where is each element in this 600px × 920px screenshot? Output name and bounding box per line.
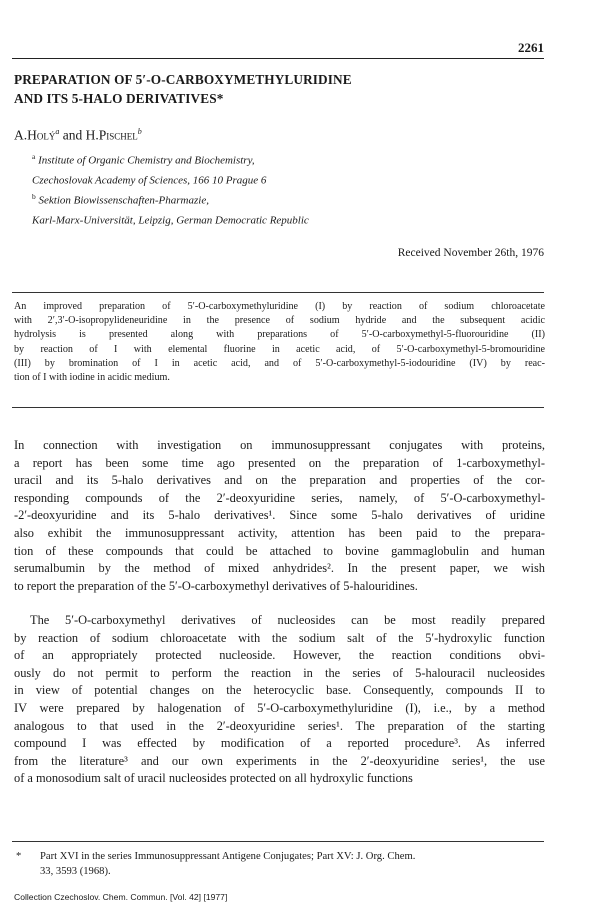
affiliation-text: Karl-Marx-Universität, Leipzig, German Democratic Republic bbox=[32, 215, 309, 228]
affiliation-mark: b bbox=[32, 192, 36, 202]
author-affil-mark: a bbox=[55, 127, 60, 136]
text-line: of a monosodium salt of uracil nucleosides protected on all hydroxylic functions bbox=[14, 771, 413, 786]
affiliation-line bbox=[32, 169, 552, 189]
footnote-text: Part XVI in the series Immunosuppressant Antigene Conjugates; Part XV: J. Org. Chem. bbox=[40, 851, 416, 862]
affiliation-text: Sektion Biowissenschaften-Pharmazie, bbox=[38, 194, 209, 207]
affiliation-mark: a bbox=[32, 152, 36, 161]
text-line: -2′-deoxyuridine and its 5-halo derivatives¹. Since some 5-halo derivatives of uridine bbox=[14, 508, 545, 523]
paragraph bbox=[14, 437, 545, 595]
text-line: (III) by bromination of I in acetic acid, and of 5′-O-carboxymethyl-5-iodouridine (IV) by reac- bbox=[14, 357, 545, 369]
footnote-marker: * bbox=[16, 851, 22, 862]
text-line: ously do not permit to perform the reaction in the series of 5-halouracil nucleosides bbox=[14, 665, 545, 680]
text-line: to report the preparation of the 5′-O-carboxymethyl derivatives of 5-halouridines. bbox=[14, 578, 418, 593]
journal-footer: Collection Czechoslov. Chem. Commun. [Vol. 42] [1977] bbox=[14, 892, 228, 902]
text-line: analogous to that used in the 2′-deoxyuridine series¹. The preparation of the starting bbox=[14, 718, 545, 733]
footnote-text: 33, 3593 (1968). bbox=[40, 866, 111, 877]
text-line: responding compounds of the 2′-deoxyuridine series, namely, of 5′-O-carboxymethyl- bbox=[14, 490, 545, 505]
text-line: with 2′,3′-O-isopropylideneuridine in the presence of sodium hydride and the subsequent acidic bbox=[14, 315, 545, 327]
affiliation-text: Institute of Organic Chemistry and Biochemistry, bbox=[38, 154, 255, 167]
text-line: tion of I with iodine in acidic medium. bbox=[14, 372, 170, 384]
authors-and: and bbox=[59, 127, 86, 143]
affiliation-line bbox=[32, 189, 552, 209]
text-line: also exhibit the immunosuppressant activity, attention has been paid to the prepara- bbox=[14, 525, 545, 540]
text-line: a report has been some time ago presented on the preparation of 1-carboxymethyl- bbox=[14, 455, 545, 470]
authors bbox=[14, 127, 142, 144]
article-title bbox=[14, 70, 534, 108]
affiliation-line bbox=[32, 209, 552, 229]
author-affil-mark: b bbox=[137, 127, 142, 136]
title-line: PREPARATION OF 5′-O-CARBOXYMETHYLURIDINE bbox=[14, 72, 352, 87]
affiliation-text: Czechoslovak Academy of Sciences, 166 10 Prague 6 bbox=[32, 174, 267, 187]
abstract-top-rule bbox=[12, 292, 544, 293]
received-date: Received November 26th, 1976 bbox=[397, 247, 544, 259]
footnote-rule bbox=[12, 841, 544, 842]
text-line: An improved preparation of 5′-O-carboxymethyluridine (I) by reaction of sodium chloroacetate bbox=[14, 301, 545, 312]
text-line: compound I was effected by modification of a reported procedure³. As inferred bbox=[14, 736, 545, 751]
abstract-bottom-rule bbox=[12, 407, 544, 408]
author-name: H.Pischel bbox=[85, 127, 138, 143]
page-number: 2261 bbox=[518, 40, 544, 55]
author-name: A.Holý bbox=[14, 127, 56, 143]
text-line: tion of these compounds that could be attached to bovine gammaglobulin and human bbox=[14, 543, 545, 558]
text-line: hydrolysis is presented along with preparations of 5′-O-carboxymethyl-5-fluorouridine (II) bbox=[14, 329, 545, 341]
affiliation-line bbox=[32, 149, 552, 169]
text-line: In connection with investigation on immunosuppressant conjugates with proteins, bbox=[14, 438, 545, 452]
text-line: The 5′-O-carboxymethyl derivatives of nucleosides can be most readily prepared bbox=[30, 613, 545, 627]
abstract bbox=[14, 300, 545, 385]
header-rule bbox=[12, 58, 544, 59]
text-line: by reaction of sodium chloroacetate with the sodium salt of the 5′-hydroxylic function bbox=[14, 630, 545, 645]
text-line: in view of potential changes on the heterocyclic base. Consequently, compounds II to bbox=[14, 683, 545, 698]
text-line: from the literature³ and our own experiments in the 2′-deoxyuridine series¹, the use bbox=[14, 753, 545, 768]
affiliations bbox=[32, 149, 552, 230]
text-line: IV were prepared by halogenation of 5′-O-carboxymethyluridine (I), i.e., by a method bbox=[14, 700, 545, 715]
text-line: of an appropriately protected nucleoside. However, the reaction conditions obvi- bbox=[14, 648, 545, 663]
paragraph bbox=[14, 612, 545, 788]
text-line: by reaction of I with elemental fluorine in acetic acid, of 5′-O-carboxymethyl-5-bromouridine bbox=[14, 343, 545, 355]
footnote bbox=[16, 849, 546, 879]
title-line: AND ITS 5-HALO DERIVATIVES* bbox=[14, 91, 224, 106]
text-line: uracil and its 5-halo derivatives and on the preparation and properties of the cor- bbox=[14, 473, 545, 488]
text-line: serumalbumin by the method of mixed anhydrides². In the present paper, we wish bbox=[14, 561, 545, 576]
